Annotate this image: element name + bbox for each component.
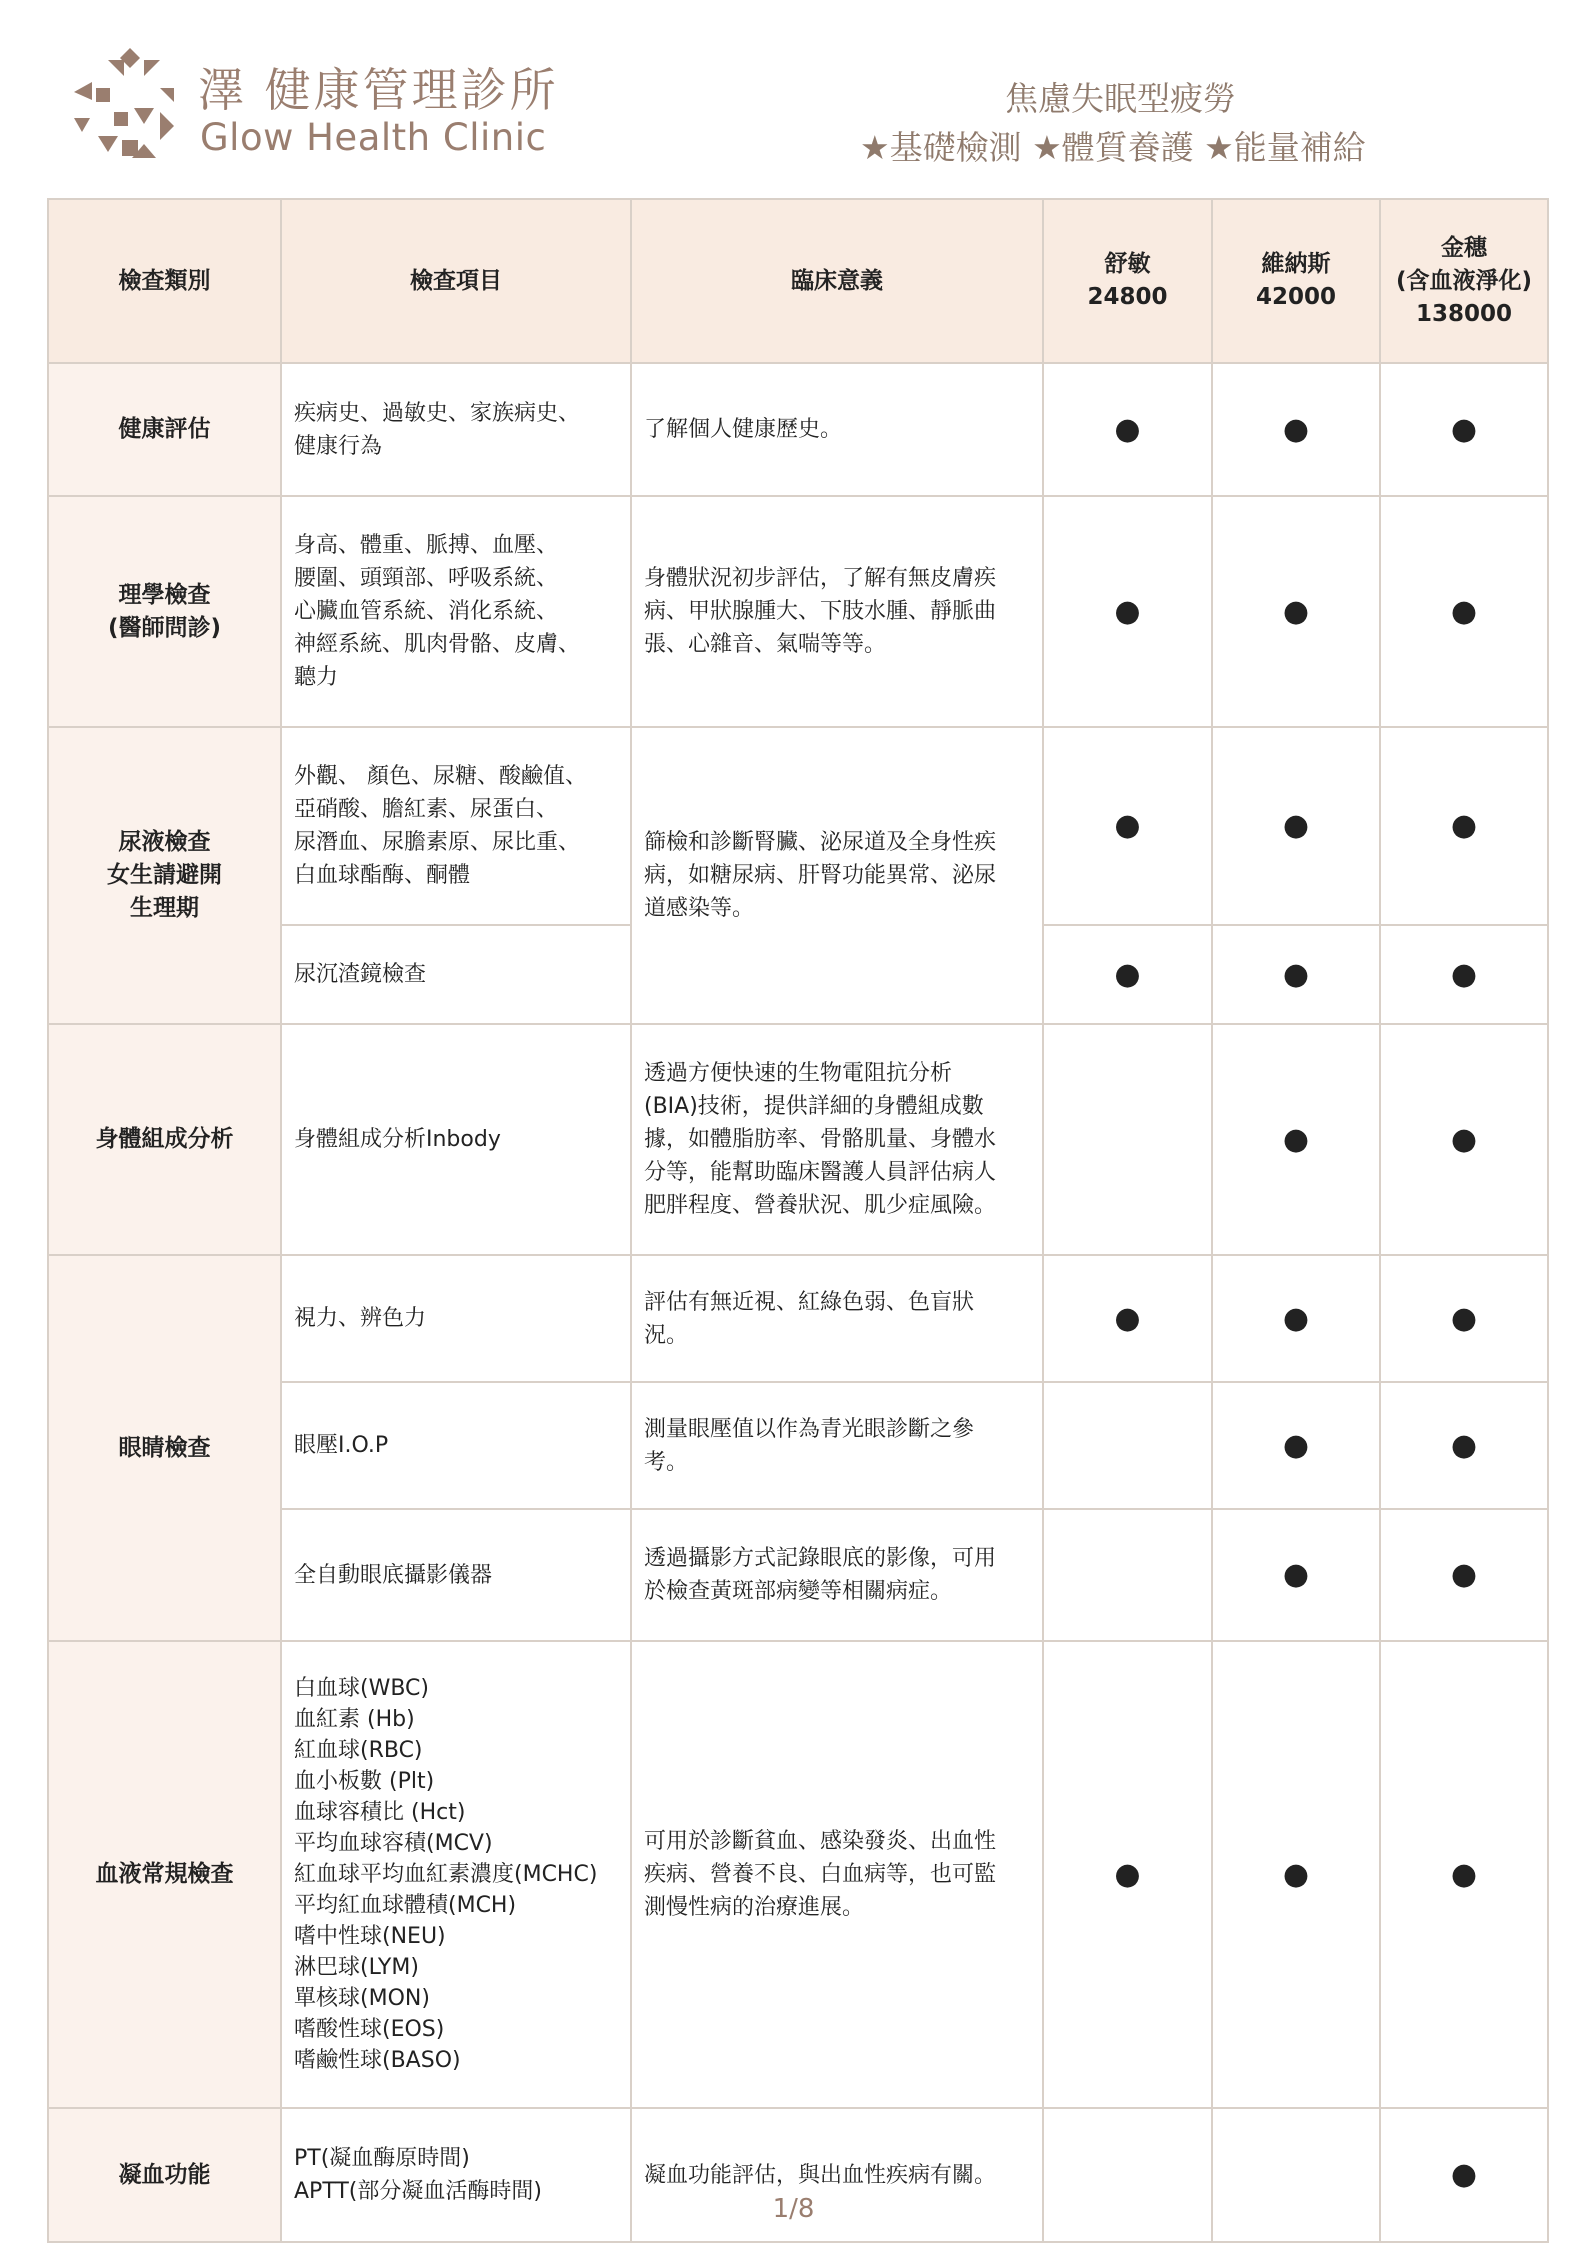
item-cell: 白血球(WBC) 血紅素 (Hb) 紅血球(RBC) 血小板數 (Plt) 血球容積比 (Hct) 平均血球容積(MCV) 紅血球平均血紅素濃度(MCHC) 平均紅血球體積(MCH) 嗜中性球(NEU) 淋巴球(LYM) 單核球(MON) 嗜酸性球(EOS) 嗜鹼性球(BASO)	[281, 1641, 631, 2108]
category-cell: 理學檢查 (醫師問診)	[48, 496, 281, 727]
item-cell: PT(凝血酶原時間) APTT(部分凝血活酶時間)	[281, 2108, 631, 2242]
meaning-cell: 身體狀況初步評估，了解有無皮膚疾 病、甲狀腺腫大、下肢水腫、靜脈曲 張、心雜音、氣喘等等。	[631, 496, 1043, 727]
table-row	[48, 1024, 1548, 1255]
included-dot: ●	[1043, 1255, 1212, 1382]
included-dot: ●	[1212, 1509, 1380, 1641]
included-dot: ●	[1380, 2108, 1548, 2242]
included-dot: ●	[1380, 1024, 1548, 1255]
table-row	[48, 1641, 1548, 2108]
header-plan-jinsui: 金穗 (含血液淨化) 138000	[1380, 199, 1548, 363]
included-dot: ●	[1212, 1641, 1380, 2108]
empty-plan-cell	[1043, 1509, 1212, 1641]
package-title: 焦慮失眠型疲勞	[1005, 79, 1236, 118]
item-cell: 視力、辨色力	[281, 1255, 631, 1382]
item-cell: 身高、體重、脈搏、血壓、 腰圍、頭頸部、呼吸系統、 心臟血管系統、消化系統、 神經系統、肌肉骨骼、皮膚、 聽力	[281, 496, 631, 727]
item-cell: 外觀、 顏色、尿糖、酸鹼值、 亞硝酸、膽紅素、尿蛋白、 尿潛血、尿膽素原、尿比重、 白血球酯酶、酮體	[281, 727, 631, 925]
item-cell: 尿沉渣鏡檢查	[281, 925, 631, 1024]
included-dot: ●	[1380, 496, 1548, 727]
included-dot: ●	[1212, 925, 1380, 1024]
included-dot: ●	[1380, 1509, 1548, 1641]
category-cell: 血液常規檢查	[48, 1641, 281, 2108]
checkup-table	[47, 198, 1549, 2243]
header-item: 檢查項目	[281, 199, 631, 363]
included-dot: ●	[1043, 925, 1212, 1024]
clinic-name-chinese: 澤 健康管理診所	[198, 63, 559, 117]
meaning-cell: 評估有無近視、紅綠色弱、色盲狀 況。	[631, 1255, 1043, 1382]
meaning-cell: 測量眼壓值以作為青光眼診斷之參 考。	[631, 1382, 1043, 1509]
item-cell: 眼壓I.O.P	[281, 1382, 631, 1509]
included-dot: ●	[1212, 1255, 1380, 1382]
page-header	[0, 0, 1587, 196]
included-dot: ●	[1043, 363, 1212, 496]
empty-plan-cell	[1043, 1024, 1212, 1255]
header-plan-venus: 維納斯 42000	[1212, 199, 1380, 363]
table-row	[48, 1255, 1548, 1382]
meaning-cell: 透過攝影方式記錄眼底的影像，可用 於檢查黃斑部病變等相關病症。	[631, 1509, 1043, 1641]
clinic-name-english: Glow Health Clinic	[200, 116, 547, 159]
included-dot: ●	[1380, 363, 1548, 496]
included-dot: ●	[1043, 1641, 1212, 2108]
header-plan-shumin: 舒敏 24800	[1043, 199, 1212, 363]
package-subtitle: ★基礎檢測 ★體質養護 ★能量補給	[860, 128, 1366, 167]
meaning-cell: 篩檢和診斷腎臟、泌尿道及全身性疾 病，如糖尿病、肝腎功能異常、泌尿 道感染等。	[631, 727, 1043, 1024]
table-row	[48, 363, 1548, 496]
included-dot: ●	[1380, 925, 1548, 1024]
included-dot: ●	[1380, 727, 1548, 925]
table-row	[48, 727, 1548, 925]
empty-plan-cell	[1043, 1382, 1212, 1509]
included-dot: ●	[1212, 1024, 1380, 1255]
table-header-row	[48, 199, 1548, 363]
included-dot: ●	[1212, 496, 1380, 727]
meaning-cell: 透過方便快速的生物電阻抗分析 (BIA)技術，提供詳細的身體組成數 據，如體脂肪率、骨骼肌量、身體水 分等，能幫助臨床醫護人員評估病人 肥胖程度、營養狀況、肌少症風險。	[631, 1024, 1043, 1255]
included-dot: ●	[1043, 496, 1212, 727]
category-cell: 眼睛檢查	[48, 1255, 281, 1641]
included-dot: ●	[1212, 1382, 1380, 1509]
included-dot: ●	[1043, 727, 1212, 925]
page-number: 1/8	[772, 2194, 815, 2224]
table-row	[48, 496, 1548, 727]
category-cell: 尿液檢查 女生請避開 生理期	[48, 727, 281, 1024]
meaning-cell: 了解個人健康歷史。	[631, 363, 1043, 496]
included-dot: ●	[1380, 1255, 1548, 1382]
category-cell: 身體組成分析	[48, 1024, 281, 1255]
item-cell: 身體組成分析Inbody	[281, 1024, 631, 1255]
header-meaning: 臨床意義	[631, 199, 1043, 363]
included-dot: ●	[1212, 363, 1380, 496]
included-dot: ●	[1380, 1641, 1548, 2108]
included-dot: ●	[1212, 727, 1380, 925]
clinic-logo-icon	[74, 48, 180, 162]
included-dot: ●	[1380, 1382, 1548, 1509]
meaning-cell: 可用於診斷貧血、感染發炎、出血性 疾病、營養不良、白血病等，也可監 測慢性病的治療進展。	[631, 1641, 1043, 2108]
item-cell: 全自動眼底攝影儀器	[281, 1509, 631, 1641]
header-category: 檢查類別	[48, 199, 281, 363]
category-cell: 健康評估	[48, 363, 281, 496]
category-cell: 凝血功能	[48, 2108, 281, 2242]
meaning-cell: 凝血功能評估，與出血性疾病有關。	[631, 2108, 1043, 2242]
item-cell: 疾病史、過敏史、家族病史、 健康行為	[281, 363, 631, 496]
